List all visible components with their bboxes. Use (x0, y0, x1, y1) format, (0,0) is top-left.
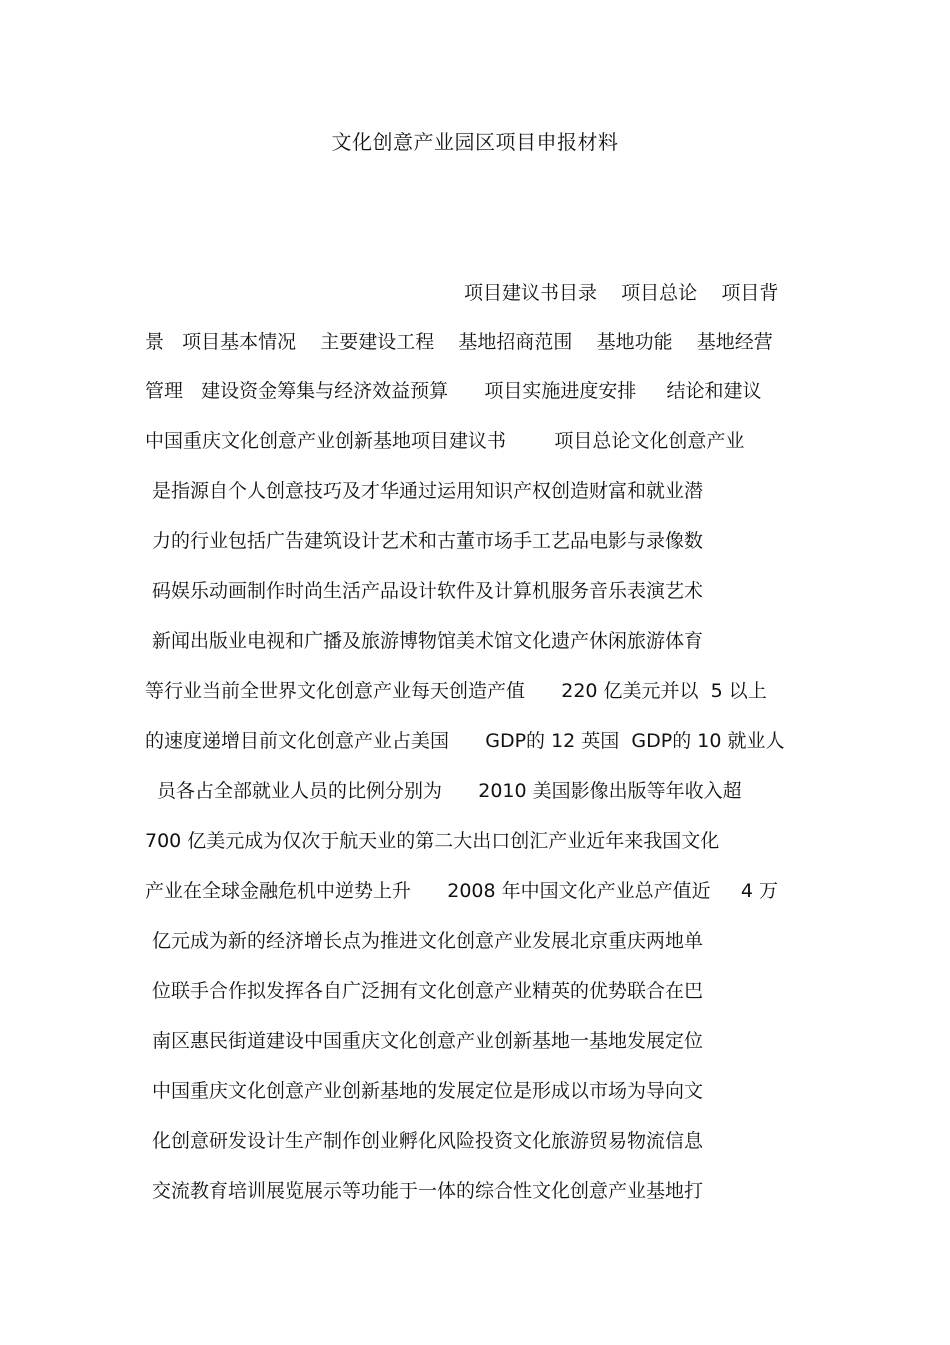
text-line: 码娱乐动画制作时尚生活产品设计软件及计算机服务音乐表演艺术 (152, 580, 704, 602)
text-line: 交流教育培训展览展示等功能于一体的综合性文化创意产业基地打 (152, 1180, 704, 1202)
text-line: 亿元成为新的经济增长点为推进文化创意产业发展北京重庆两地单 (152, 930, 704, 952)
text-line: 是指源自个人创意技巧及才华通过运用知识产权创造财富和就业潜 (152, 480, 704, 502)
text-line: 管理 建设资金筹集与经济效益预算 项目实施进度安排 结论和建议 (145, 380, 762, 402)
text-line: 新闻出版业电视和广播及旅游博物馆美术馆文化遗产休闲旅游体育 (152, 630, 704, 652)
text-line: 景 项目基本情况 主要建设工程 基地招商范围 基地功能 基地经营 (145, 331, 773, 353)
text-line: 产业在全球金融危机中逆势上升 2008 年中国文化产业总产值近 4 万 (145, 880, 778, 902)
text-line: 化创意研发设计生产制作创业孵化风险投资文化旅游贸易物流信息 (152, 1130, 704, 1152)
text-line: 中国重庆文化创意产业创新基地项目建议书 项目总论文化创意产业 (145, 430, 745, 452)
text-line: 项目建议书目录 项目总论 项目背 (464, 282, 779, 304)
text-line: 南区惠民街道建设中国重庆文化创意产业创新基地一基地发展定位 (152, 1030, 704, 1052)
text-line: 700 亿美元成为仅次于航天业的第二大出口创汇产业近年来我国文化 (145, 830, 720, 852)
text-line: 位联手合作拟发挥各自广泛拥有文化创意产业精英的优势联合在巴 (152, 980, 704, 1002)
text-line: 员各占全部就业人员的比例分别为 2010 美国影像出版等年收入超 (157, 780, 742, 802)
text-line: 等行业当前全世界文化创意产业每天创造产值 220 亿美元并以 5 以上 (145, 680, 767, 702)
text-line: 的速度递增目前文化创意产业占美国 GDP的 12 英国 GDP的 10 就业人 (145, 730, 785, 752)
text-line: 中国重庆文化创意产业创新基地的发展定位是形成以市场为导向文 (152, 1080, 704, 1102)
page-title: 文化创意产业园区项目申报材料 (331, 130, 619, 154)
text-line: 力的行业包括广告建筑设计艺术和古董市场手工艺品电影与录像数 (152, 530, 704, 552)
